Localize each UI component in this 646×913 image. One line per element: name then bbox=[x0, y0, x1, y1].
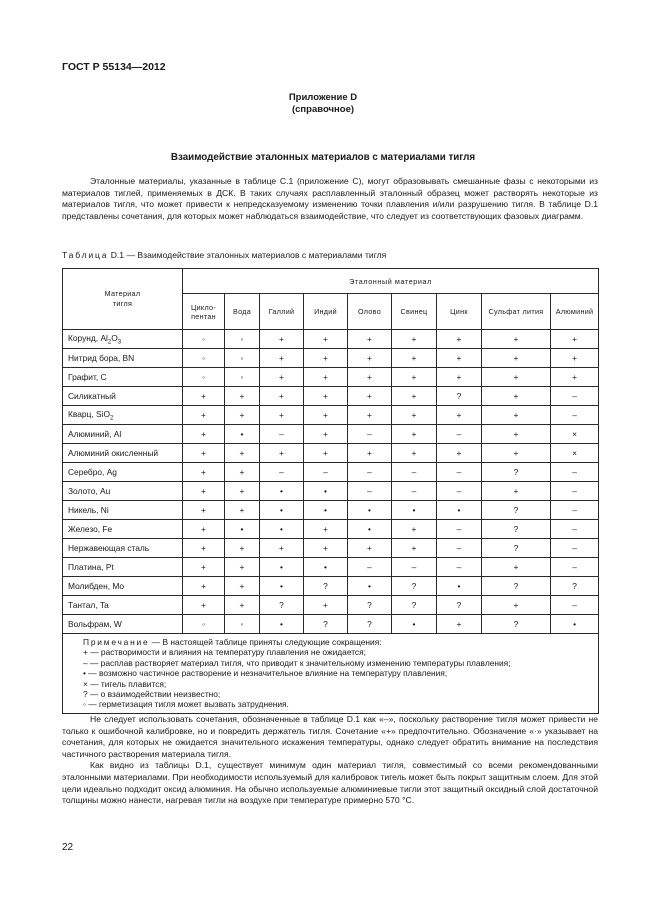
material-name-text: Вольфрам, W bbox=[68, 619, 122, 629]
column-header-line: Олово bbox=[357, 307, 382, 316]
compatibility-cell: – bbox=[348, 558, 392, 577]
compatibility-cell: ? bbox=[348, 596, 392, 615]
compatibility-cell: + bbox=[183, 387, 225, 406]
note-heading bbox=[83, 637, 592, 647]
compatibility-cell: + bbox=[348, 539, 392, 558]
material-name-text: Алюминий, Al bbox=[68, 429, 122, 439]
compatibility-cell: + bbox=[348, 368, 392, 387]
compatibility-cell: + bbox=[304, 425, 348, 444]
compatibility-cell: ◦ bbox=[183, 349, 225, 368]
compatibility-cell: + bbox=[482, 330, 551, 349]
closing-paragraph: Как видно из таблицы D.1, существует минимум один материал тигля, совместимый со всеми рекомендованными эталонными материалами. При необходимости используемый для калибровок тигель может быть покрыт защитным слоем. Для этой цели идеально подходит оксид алюминия. На обычно используемые алюминиевые тигли этот защитный оксидный слой достаточной толщины можно нанести, нагревая тигли на воздухе при температуре примерно 570 °С. bbox=[62, 760, 598, 806]
row-material-name bbox=[63, 501, 183, 520]
note-line: – — расплав растворяет материал тигля, что приводит к значительному изменению температуры плавления; bbox=[83, 657, 511, 668]
row-material-name bbox=[63, 482, 183, 501]
compatibility-cell: – bbox=[437, 539, 482, 558]
compatibility-cell: ? bbox=[260, 596, 304, 615]
compatibility-cell: + bbox=[225, 539, 260, 558]
compatibility-cell: + bbox=[225, 444, 260, 463]
compatibility-cell: + bbox=[183, 520, 225, 539]
row-material-name bbox=[63, 349, 183, 368]
compatibility-cell: + bbox=[183, 501, 225, 520]
material-name-text: Силикатный bbox=[68, 391, 116, 401]
material-name-text: Кварц, SiO bbox=[68, 408, 110, 419]
material-name-text: Железо, Fe bbox=[68, 524, 113, 534]
formula-subscript: 2 bbox=[109, 415, 114, 422]
compatibility-cell: + bbox=[304, 444, 348, 463]
material-name-text: Серебро, Ag bbox=[68, 467, 117, 477]
compatibility-cell: ◦ bbox=[225, 349, 260, 368]
compatibility-cell: – bbox=[437, 520, 482, 539]
compatibility-cell: – bbox=[437, 463, 482, 482]
compatibility-cell: + bbox=[482, 482, 551, 501]
compatibility-cell: ◦ bbox=[225, 330, 260, 349]
compatibility-cell: – bbox=[260, 463, 304, 482]
row-material-name bbox=[63, 577, 183, 596]
compatibility-cell: • bbox=[260, 501, 304, 520]
table-row bbox=[63, 349, 599, 368]
compatibility-cell: + bbox=[304, 406, 348, 425]
compatibility-cell: ? bbox=[392, 577, 437, 596]
table-row bbox=[63, 482, 599, 501]
compatibility-cell: + bbox=[348, 444, 392, 463]
compatibility-cell: + bbox=[183, 444, 225, 463]
compatibility-cell: + bbox=[225, 501, 260, 520]
row-material-name bbox=[63, 463, 183, 482]
table-row bbox=[63, 577, 599, 596]
compatibility-cell: + bbox=[183, 425, 225, 444]
compatibility-cell: + bbox=[183, 406, 225, 425]
table-notes-row bbox=[63, 634, 599, 714]
column-header-line: Галлий bbox=[268, 307, 295, 316]
row-material-name bbox=[63, 520, 183, 539]
material-name-text: Молибден, Mo bbox=[68, 581, 124, 591]
compatibility-cell: • bbox=[348, 577, 392, 596]
material-name-text: Алюминий окисленный bbox=[68, 448, 159, 458]
material-name-text: Нержавеющая сталь bbox=[68, 543, 150, 553]
material-name-text: O bbox=[111, 332, 118, 343]
compatibility-cell: ◦ bbox=[183, 368, 225, 387]
table-row bbox=[63, 501, 599, 520]
compatibility-cell: + bbox=[482, 425, 551, 444]
table-row bbox=[63, 463, 599, 482]
table-notes bbox=[63, 634, 599, 714]
compatibility-cell: + bbox=[225, 482, 260, 501]
intro-paragraph: Эталонные материалы, указанные в таблице С.1 (приложение С), могут образовывать смешанные фазы с некоторыми из материалов тиглей, применяемых в ДСК. В таких случаях расплавленный эталонный образец может растворять некоторые из материалов тигля, что может привести к непредсказуемому изменению точки плавления и/или разрушению тигля. В таблице D.1 представлены сочетания, для которых может наблюдаться взаимодействие, что следует из соответствующих фазовых диаграмм. bbox=[62, 176, 598, 221]
column-header bbox=[392, 294, 437, 330]
note-line: • — возможно частичное растворение и незначительное влияние на температуру плавления; bbox=[83, 668, 448, 679]
column-header bbox=[304, 294, 348, 330]
table-row bbox=[63, 444, 599, 463]
table-row bbox=[63, 330, 599, 349]
compatibility-cell: + bbox=[482, 558, 551, 577]
material-name-text: Золото, Au bbox=[68, 486, 111, 496]
compatibility-cell: + bbox=[551, 368, 599, 387]
compatibility-cell: + bbox=[348, 330, 392, 349]
compatibility-cell: + bbox=[225, 387, 260, 406]
row-material-name bbox=[63, 539, 183, 558]
compatibility-cell: + bbox=[392, 444, 437, 463]
row-material-name bbox=[63, 387, 183, 406]
compatibility-cell: ? bbox=[482, 463, 551, 482]
compatibility-cell: + bbox=[304, 349, 348, 368]
compatibility-cell: + bbox=[225, 406, 260, 425]
closing-paragraph: Не следует использовать сочетания, обозначенные в таблице D.1 как «–», поскольку растворение тигля может привести не только к ошибочной калибровке, но и повредить держатель тигля. Сочетание «+» предпочтительно. Обозначение «·» указывает на сочетания, для которых не ожидается значительного искажения температуры, однако следует обратить внимание на последствия частичного растворения материала тигля. bbox=[62, 714, 598, 759]
compatibility-cell: + bbox=[260, 349, 304, 368]
compatibility-cell: ? bbox=[551, 577, 599, 596]
compatibility-cell: + bbox=[392, 349, 437, 368]
compatibility-cell: + bbox=[183, 558, 225, 577]
compatibility-cell: – bbox=[437, 558, 482, 577]
compatibility-cell: + bbox=[260, 539, 304, 558]
compatibility-cell: – bbox=[348, 425, 392, 444]
compatibility-cell: – bbox=[304, 463, 348, 482]
formula-subscript: 2 bbox=[107, 339, 112, 346]
section-title: Взаимодействие эталонных материалов с материалами тигля bbox=[170, 152, 476, 163]
compatibility-cell: + bbox=[437, 444, 482, 463]
material-name-text: Тантал, Ta bbox=[68, 600, 109, 610]
compatibility-cell: ? bbox=[304, 577, 348, 596]
header-crucible-line1: Материал bbox=[104, 289, 141, 298]
compatibility-cell: – bbox=[437, 425, 482, 444]
row-material-name bbox=[63, 558, 183, 577]
compatibility-cell: • bbox=[392, 615, 437, 634]
appendix-title: Приложение D bbox=[288, 92, 358, 103]
compatibility-cell: • bbox=[348, 520, 392, 539]
column-header-line: пентан bbox=[191, 311, 216, 321]
compatibility-cell: × bbox=[551, 425, 599, 444]
compatibility-cell: + bbox=[304, 539, 348, 558]
compatibility-cell: • bbox=[304, 558, 348, 577]
compatibility-cell: – bbox=[551, 501, 599, 520]
compatibility-cell: + bbox=[482, 387, 551, 406]
compatibility-cell: ? bbox=[437, 387, 482, 406]
compatibility-cell: ◦ bbox=[225, 615, 260, 634]
header-crucible-material bbox=[63, 269, 183, 330]
compatibility-cell: • bbox=[260, 577, 304, 596]
row-material-name bbox=[63, 615, 183, 634]
compatibility-cell: + bbox=[260, 387, 304, 406]
note-line: + — растворимости и влияния на температуру плавления не ожидается; bbox=[83, 647, 366, 658]
column-header bbox=[482, 294, 551, 330]
compatibility-cell: ◦ bbox=[183, 615, 225, 634]
compatibility-cell: + bbox=[260, 330, 304, 349]
table-row bbox=[63, 406, 599, 425]
note-intro: — В настоящей таблице приняты следующие сокращения: bbox=[149, 637, 382, 647]
compatibility-cell: + bbox=[183, 539, 225, 558]
material-name-text: Графит, C bbox=[68, 372, 107, 382]
column-header-line: Свинец bbox=[400, 307, 428, 316]
compatibility-cell: + bbox=[392, 539, 437, 558]
compatibility-cell: – bbox=[551, 558, 599, 577]
column-header bbox=[551, 294, 599, 330]
compatibility-cell: × bbox=[551, 444, 599, 463]
compatibility-cell: – bbox=[348, 463, 392, 482]
compatibility-cell: ? bbox=[437, 596, 482, 615]
compatibility-cell: ? bbox=[482, 539, 551, 558]
compatibility-cell: + bbox=[260, 368, 304, 387]
compatibility-cell: ? bbox=[392, 596, 437, 615]
compatibility-cell: – bbox=[437, 482, 482, 501]
row-material-name bbox=[63, 330, 183, 349]
column-header-line: Алюминий bbox=[555, 307, 594, 316]
compatibility-cell: • bbox=[392, 501, 437, 520]
compatibility-cell: ◦ bbox=[225, 368, 260, 387]
material-name-text: Платина, Pt bbox=[68, 562, 114, 572]
compatibility-cell: + bbox=[392, 330, 437, 349]
table-row bbox=[63, 615, 599, 634]
compatibility-cell: ◦ bbox=[183, 330, 225, 349]
compatibility-cell: ? bbox=[482, 577, 551, 596]
compatibility-cell: • bbox=[260, 558, 304, 577]
compatibility-cell: + bbox=[482, 444, 551, 463]
compatibility-cell: • bbox=[437, 501, 482, 520]
compatibility-cell: + bbox=[482, 406, 551, 425]
compatibility-cell: – bbox=[551, 539, 599, 558]
compatibility-cell: • bbox=[260, 615, 304, 634]
note-label: Примечание bbox=[83, 637, 150, 647]
material-name-text: Никель, Ni bbox=[68, 505, 109, 515]
compatibility-cell: + bbox=[304, 330, 348, 349]
compatibility-cell: + bbox=[183, 577, 225, 596]
material-name-text: Нитрид бора, BN bbox=[68, 353, 135, 363]
table-caption-label: Таблица bbox=[62, 250, 109, 260]
material-name-text: Корунд, Al bbox=[68, 332, 108, 343]
compatibility-cell: – bbox=[348, 482, 392, 501]
compatibility-cell: + bbox=[348, 387, 392, 406]
table-caption bbox=[62, 250, 386, 260]
table-header-row bbox=[63, 269, 599, 294]
compatibility-cell: • bbox=[437, 577, 482, 596]
compatibility-cell: + bbox=[183, 482, 225, 501]
compatibility-cell: + bbox=[225, 577, 260, 596]
compatibility-cell: • bbox=[225, 520, 260, 539]
compatibility-cell: • bbox=[225, 425, 260, 444]
compatibility-cell: – bbox=[392, 463, 437, 482]
compatibility-cell: + bbox=[260, 406, 304, 425]
appendix-subtitle: (справочное) bbox=[291, 104, 355, 115]
compatibility-cell: + bbox=[183, 596, 225, 615]
compatibility-cell: – bbox=[551, 596, 599, 615]
compatibility-cell: + bbox=[392, 520, 437, 539]
compatibility-cell: + bbox=[348, 406, 392, 425]
compatibility-cell: – bbox=[551, 406, 599, 425]
table-row bbox=[63, 387, 599, 406]
compatibility-cell: + bbox=[225, 463, 260, 482]
table-row bbox=[63, 425, 599, 444]
column-header bbox=[437, 294, 482, 330]
compatibility-cell: + bbox=[392, 425, 437, 444]
compatibility-cell: – bbox=[260, 425, 304, 444]
compatibility-cell: • bbox=[348, 501, 392, 520]
header-reference-material: Эталонный материал bbox=[183, 269, 599, 294]
compatibility-cell: + bbox=[437, 349, 482, 368]
compatibility-cell: + bbox=[225, 596, 260, 615]
compatibility-cell: • bbox=[260, 482, 304, 501]
header-crucible-line2: тигля bbox=[112, 299, 133, 308]
appendix-heading bbox=[0, 92, 646, 116]
compatibility-cell: + bbox=[392, 387, 437, 406]
compatibility-cell: ? bbox=[348, 615, 392, 634]
compatibility-cell: – bbox=[551, 387, 599, 406]
compatibility-cell: • bbox=[551, 615, 599, 634]
note-line: ? — о взаимодействии неизвестно; bbox=[83, 689, 221, 700]
row-material-name bbox=[63, 406, 183, 425]
compatibility-cell: – bbox=[392, 482, 437, 501]
column-header-line: Сульфат лития bbox=[488, 307, 544, 316]
compatibility-cell: + bbox=[437, 368, 482, 387]
compatibility-cell: + bbox=[304, 596, 348, 615]
compatibility-cell: – bbox=[551, 463, 599, 482]
column-header bbox=[225, 294, 260, 330]
compatibility-cell: • bbox=[260, 520, 304, 539]
compatibility-cell: – bbox=[551, 482, 599, 501]
compatibility-cell: + bbox=[482, 596, 551, 615]
compatibility-cell: ? bbox=[482, 501, 551, 520]
column-header-line: Цинк bbox=[450, 307, 468, 316]
compatibility-cell: + bbox=[437, 406, 482, 425]
compatibility-cell: ? bbox=[482, 520, 551, 539]
compatibility-cell: + bbox=[304, 368, 348, 387]
compatibility-cell: + bbox=[348, 349, 392, 368]
column-header bbox=[348, 294, 392, 330]
note-line: ◦ — герметизация тигля может вызвать затруднения. bbox=[83, 699, 289, 710]
table-row bbox=[63, 368, 599, 387]
column-header-line: Вода bbox=[232, 307, 252, 316]
compatibility-cell: + bbox=[482, 368, 551, 387]
compatibility-cell: + bbox=[304, 387, 348, 406]
table-row bbox=[63, 558, 599, 577]
compatibility-cell: + bbox=[304, 520, 348, 539]
column-header-line: Индий bbox=[314, 307, 337, 316]
compatibility-cell: + bbox=[225, 558, 260, 577]
compatibility-cell: + bbox=[551, 330, 599, 349]
compatibility-cell: • bbox=[304, 501, 348, 520]
table-row bbox=[63, 596, 599, 615]
note-line: × — тигель плавится; bbox=[83, 678, 167, 689]
table-body bbox=[63, 330, 599, 714]
formula-subscript: 3 bbox=[117, 339, 122, 346]
column-header bbox=[183, 294, 225, 330]
document-code: ГОСТ Р 55134—2012 bbox=[62, 61, 166, 73]
compatibility-cell: + bbox=[392, 406, 437, 425]
row-material-name bbox=[63, 368, 183, 387]
table-caption-text: D.1 — Взаимодействие эталонных материалов с материалами тигля bbox=[110, 250, 387, 260]
compatibility-cell: ? bbox=[482, 615, 551, 634]
compatibility-cell: + bbox=[482, 349, 551, 368]
compatibility-cell: – bbox=[392, 558, 437, 577]
column-header-line: Цикло- bbox=[190, 302, 217, 312]
crucible-compatibility-table bbox=[62, 268, 599, 714]
table-row bbox=[63, 520, 599, 539]
closing-text bbox=[62, 714, 598, 807]
compatibility-cell: • bbox=[304, 482, 348, 501]
compatibility-cell: + bbox=[260, 444, 304, 463]
compatibility-cell: + bbox=[183, 463, 225, 482]
compatibility-cell: + bbox=[392, 368, 437, 387]
compatibility-cell: – bbox=[551, 520, 599, 539]
column-header bbox=[260, 294, 304, 330]
compatibility-cell: + bbox=[437, 615, 482, 634]
compatibility-cell: + bbox=[437, 330, 482, 349]
row-material-name bbox=[63, 596, 183, 615]
page-number: 22 bbox=[62, 842, 74, 853]
row-material-name bbox=[63, 425, 183, 444]
table-row bbox=[63, 539, 599, 558]
row-material-name bbox=[63, 444, 183, 463]
compatibility-cell: + bbox=[551, 349, 599, 368]
compatibility-cell: ? bbox=[304, 615, 348, 634]
